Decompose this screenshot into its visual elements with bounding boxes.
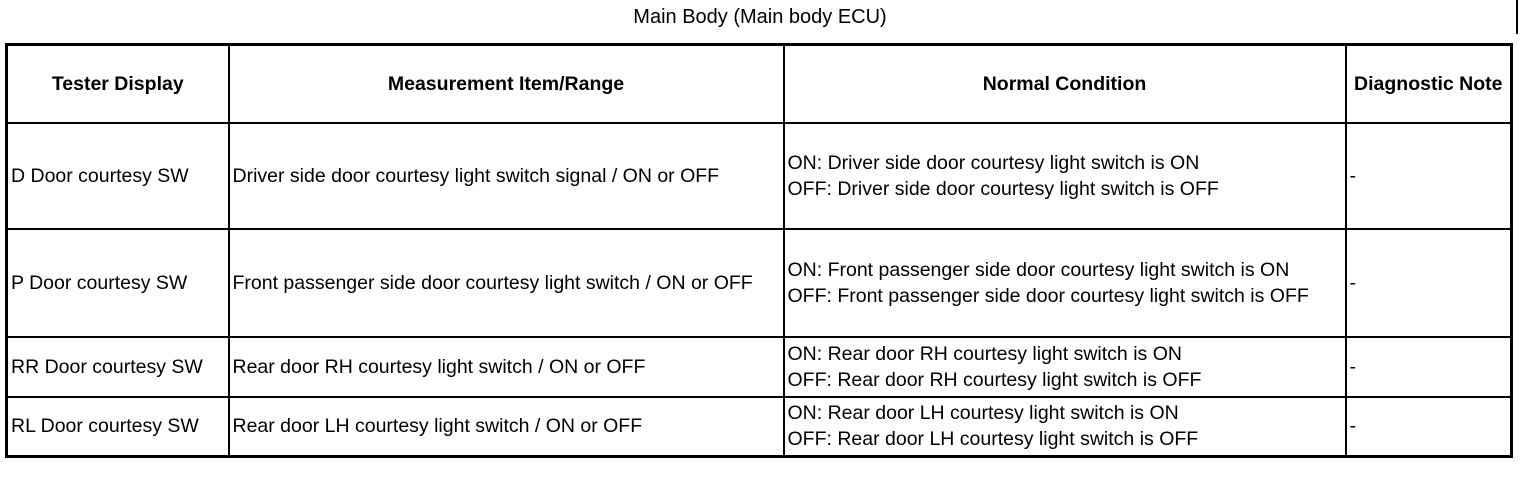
cell-diagnostic-note: -: [1346, 337, 1512, 397]
cell-tester-display: D Door courtesy SW: [7, 123, 229, 229]
cell-normal-condition: [784, 123, 1346, 229]
cell-measurement: Rear door RH courtesy light switch / ON or OFF: [229, 337, 784, 397]
condition-off: OFF: Driver side door courtesy light switch is OFF: [787, 177, 1219, 200]
table-row: [7, 337, 1512, 397]
table-row: [7, 229, 1512, 337]
table-row: [7, 123, 1512, 229]
cell-tester-display: RL Door courtesy SW: [7, 397, 229, 457]
cell-measurement: Rear door LH courtesy light switch / ON or OFF: [229, 397, 784, 457]
cell-measurement: Front passenger side door courtesy light switch / ON or OFF: [229, 229, 784, 337]
header-normal-condition: Normal Condition: [784, 45, 1346, 123]
condition-off: OFF: Rear door RH courtesy light switch is OFF: [787, 368, 1202, 391]
cell-normal-condition: [784, 397, 1346, 457]
cell-diagnostic-note: -: [1346, 123, 1512, 229]
cell-normal-condition: [784, 229, 1346, 337]
data-list-table: [5, 43, 1513, 458]
condition-on: ON: Front passenger side door courtesy light switch is ON: [787, 258, 1290, 281]
cell-tester-display: P Door courtesy SW: [7, 229, 229, 337]
table-caption: Main Body (Main body ECU): [633, 6, 887, 28]
header-tester-display: Tester Display: [7, 45, 229, 123]
condition-off: OFF: Rear door LH courtesy light switch is OFF: [787, 428, 1199, 451]
condition-off: OFF: Front passenger side door courtesy light switch is OFF: [787, 284, 1309, 307]
cell-measurement: Driver side door courtesy light switch signal / ON or OFF: [229, 123, 784, 229]
header-measurement-item: Measurement Item/Range: [229, 45, 784, 123]
table-header-row: [7, 45, 1512, 123]
condition-on: ON: Rear door LH courtesy light switch is ON: [787, 402, 1179, 425]
table-row: [7, 397, 1512, 457]
page-edge-line: [1516, 0, 1518, 34]
cell-tester-display: RR Door courtesy SW: [7, 337, 229, 397]
header-diagnostic-note: Diagnostic Note: [1346, 45, 1512, 123]
cell-normal-condition: [784, 337, 1346, 397]
condition-on: ON: Driver side door courtesy light switch is ON: [787, 151, 1200, 174]
condition-on: ON: Rear door RH courtesy light switch is ON: [787, 342, 1182, 365]
cell-diagnostic-note: -: [1346, 229, 1512, 337]
cell-diagnostic-note: -: [1346, 397, 1512, 457]
